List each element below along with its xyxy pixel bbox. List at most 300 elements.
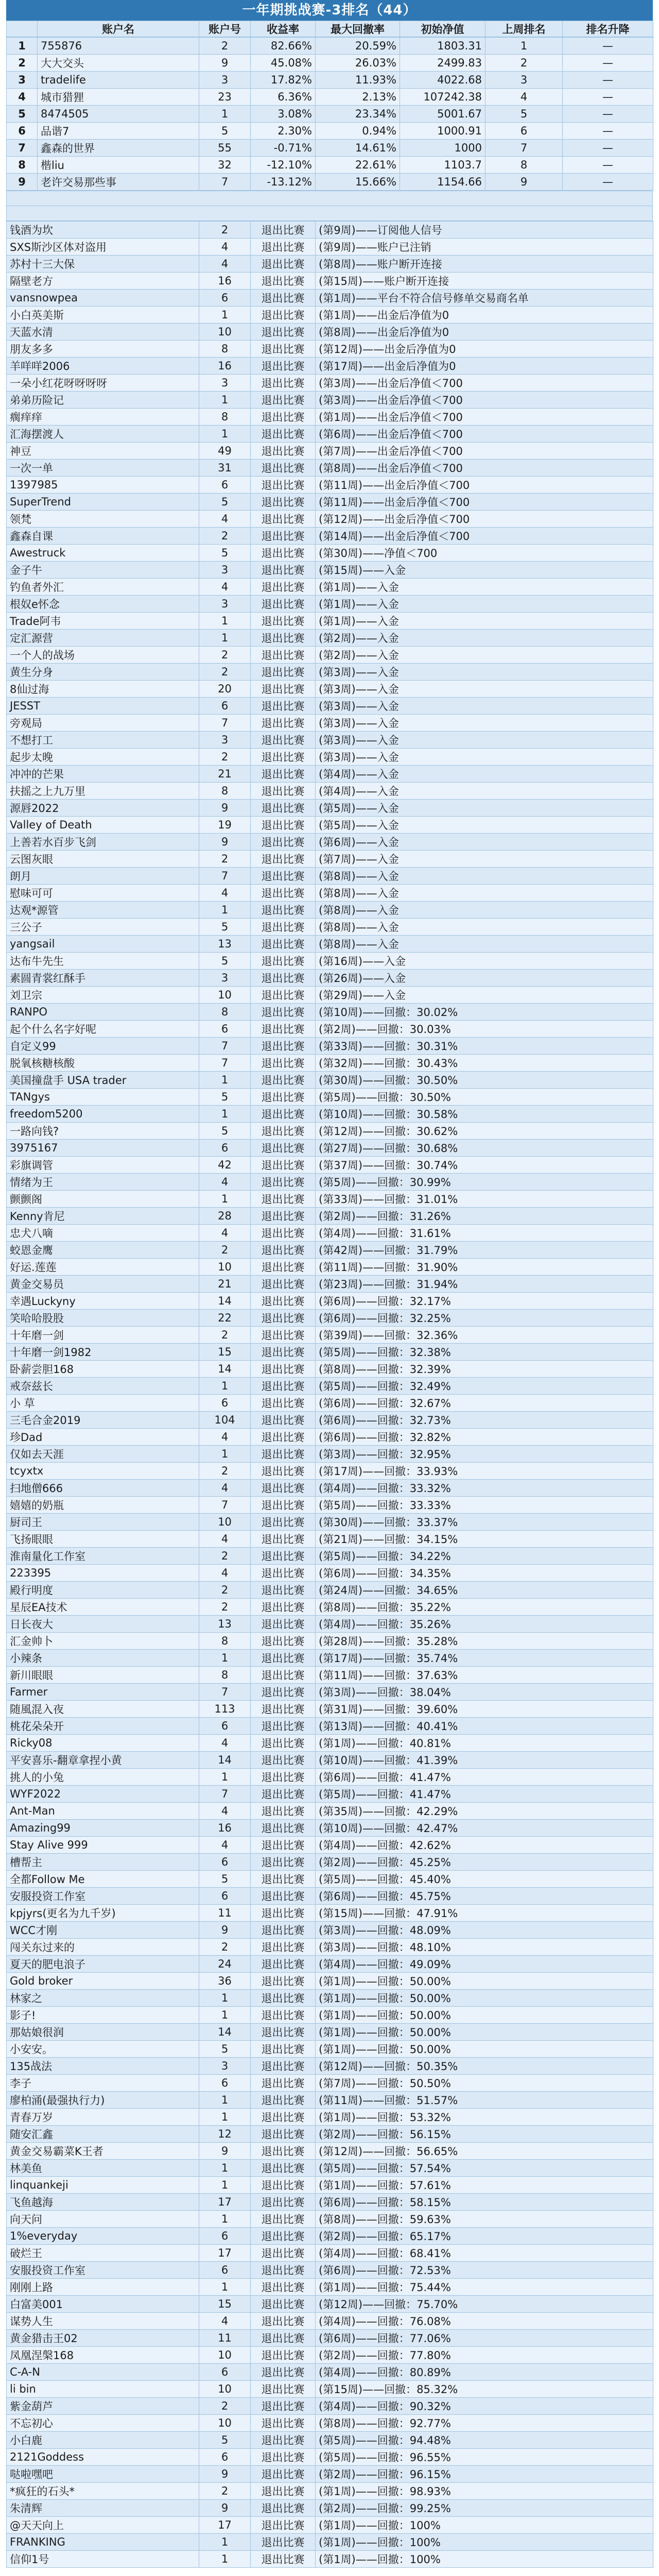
account-no-cell: 6: [199, 477, 251, 494]
table-row: [7, 2092, 653, 2109]
reason-cell: (第5周)——回撤：33.33%: [316, 1497, 653, 1514]
table-row: [7, 2228, 653, 2245]
reason-cell: (第1周)——回撤：50.00%: [316, 2024, 653, 2041]
reason-cell: (第4周)——回撤：42.62%: [316, 1837, 653, 1854]
account-no-cell: 1: [199, 1990, 251, 2007]
table-row: [7, 426, 653, 443]
table-row: [7, 2466, 653, 2483]
status-cell: 退出比赛: [251, 477, 316, 494]
table-row: [7, 375, 653, 392]
return-cell: 3.08%: [251, 106, 316, 123]
reason-cell: (第12周)——回撤：56.65%: [316, 2143, 653, 2160]
table-row: [7, 1157, 653, 1174]
account-no-cell: 1: [199, 2534, 251, 2551]
status-cell: 退出比赛: [251, 1956, 316, 1973]
reason-cell: (第1周)——回撤：53.32%: [316, 2109, 653, 2126]
account-no-cell: 4: [199, 1174, 251, 1191]
account-no-cell: 1: [199, 630, 251, 647]
reason-cell: (第5周)——入金: [316, 800, 653, 817]
status-cell: 退出比赛: [251, 987, 316, 1004]
reason-cell: (第3周)——入金: [316, 732, 653, 749]
table-row: [7, 2160, 653, 2177]
table-row: [7, 1701, 653, 1718]
table-row: [7, 1514, 653, 1531]
reason-cell: (第6周)——回撤：41.47%: [316, 1769, 653, 1786]
status-cell: 退出比赛: [251, 715, 316, 732]
account-name-cell: Ricky08: [7, 1735, 199, 1752]
status-cell: 退出比赛: [251, 1582, 316, 1599]
account-name-cell: 朗月: [7, 868, 199, 885]
account-no-cell: 14: [199, 1752, 251, 1769]
reason-cell: (第12周)——回撤：75.70%: [316, 2296, 653, 2313]
table-row: [7, 1344, 653, 1361]
account-name-cell: Ant-Man: [7, 1803, 199, 1820]
status-cell: 退出比赛: [251, 1004, 316, 1021]
account-no-cell: 1: [199, 1446, 251, 1463]
account-name-cell: SuperTrend: [7, 494, 199, 511]
account-no-cell: 6: [199, 2262, 251, 2279]
account-no-cell: 3: [199, 375, 251, 392]
account-name-cell: 卧薪尝胆168: [7, 1361, 199, 1378]
account-no-cell: 6: [199, 1021, 251, 1038]
account-no-cell: 1: [199, 392, 251, 409]
table-row: [7, 358, 653, 375]
reason-cell: (第1周)——回撤：100%: [316, 2551, 653, 2568]
status-cell: 退出比赛: [251, 834, 316, 851]
table-row: [7, 596, 653, 613]
status-cell: 退出比赛: [251, 1565, 316, 1582]
reason-cell: (第6周)——回撤：34.35%: [316, 1565, 653, 1582]
status-cell: 退出比赛: [251, 579, 316, 596]
status-cell: 退出比赛: [251, 2381, 316, 2398]
top-row: [7, 38, 653, 55]
account-name-cell: Awestruck: [7, 545, 199, 562]
account-name-cell: 朱清辉: [7, 2500, 199, 2517]
table-row: [7, 2330, 653, 2347]
status-cell: 退出比赛: [251, 1599, 316, 1616]
status-cell: 退出比赛: [251, 1378, 316, 1395]
reason-cell: (第1周)——回撤：75.44%: [316, 2279, 653, 2296]
account-no-cell: 8: [199, 1004, 251, 1021]
last-week-rank-cell: 9: [485, 174, 563, 191]
table-row: [7, 341, 653, 358]
account-name-cell: tradelife: [38, 72, 199, 89]
status-cell: 退出比赛: [251, 1463, 316, 1480]
reason-cell: (第11周)——回撤：51.57%: [316, 2092, 653, 2109]
header-account-no: 账户号: [199, 21, 251, 37]
account-no-cell: 13: [199, 936, 251, 953]
header-rank: [7, 21, 38, 37]
account-no-cell: 2: [199, 1463, 251, 1480]
table-row: [7, 902, 653, 919]
status-cell: 退出比赛: [251, 1327, 316, 1344]
account-no-cell: 3: [199, 2058, 251, 2075]
account-no-cell: 113: [199, 1701, 251, 1718]
table-row: [7, 1038, 653, 1055]
status-cell: 退出比赛: [251, 511, 316, 528]
account-no-cell: 7: [199, 1786, 251, 1803]
account-name-cell: 钱酒为坎: [7, 222, 199, 239]
status-cell: 退出比赛: [251, 1548, 316, 1565]
account-name-cell: 不想打工: [7, 732, 199, 749]
reason-cell: (第7周)——入金: [316, 851, 653, 868]
account-name-cell: 好运.莲莲: [7, 1259, 199, 1276]
table-row: [7, 2296, 653, 2313]
account-name-cell: 苏村十三大保: [7, 256, 199, 273]
reason-cell: (第6周)——回撤：32.25%: [316, 1310, 653, 1327]
reason-cell: (第33周)——回撤：31.01%: [316, 1191, 653, 1208]
status-cell: 退出比赛: [251, 545, 316, 562]
account-no-cell: 1: [199, 2007, 251, 2024]
account-no-cell: 104: [199, 1412, 251, 1429]
account-no-cell: 7: [199, 1055, 251, 1072]
max-drawdown-cell: 14.61%: [316, 140, 400, 157]
account-no-cell: 19: [199, 817, 251, 834]
reason-cell: (第15周)——账户断开连接: [316, 273, 653, 290]
status-cell: 退出比赛: [251, 256, 316, 273]
rank-change-cell: —: [563, 89, 653, 106]
reason-cell: (第3周)——出金后净值＜700: [316, 392, 653, 409]
status-cell: 退出比赛: [251, 749, 316, 766]
table-row: [7, 2517, 653, 2534]
reason-cell: (第2周)——回撤：45.25%: [316, 1854, 653, 1871]
status-cell: 退出比赛: [251, 2364, 316, 2381]
rank-change-cell: —: [563, 72, 653, 89]
max-drawdown-cell: 2.13%: [316, 89, 400, 106]
status-cell: 退出比赛: [251, 1293, 316, 1310]
reason-cell: (第1周)——入金: [316, 596, 653, 613]
status-cell: 退出比赛: [251, 1973, 316, 1990]
status-cell: 退出比赛: [251, 239, 316, 256]
account-name-cell: 脱氧核糖核酸: [7, 1055, 199, 1072]
account-no-cell: 4: [199, 239, 251, 256]
status-cell: 退出比赛: [251, 290, 316, 307]
account-name-cell: 刚刚上路: [7, 2279, 199, 2296]
account-name-cell: 上善若水百步飞剑: [7, 834, 199, 851]
account-name-cell: 羊咩咩2006: [7, 358, 199, 375]
rank-change-cell: —: [563, 140, 653, 157]
table-row: [7, 1225, 653, 1242]
status-cell: 退出比赛: [251, 1514, 316, 1531]
account-name-cell: 戒奈兹长: [7, 1378, 199, 1395]
table-row: [7, 2449, 653, 2466]
account-no-cell: 4: [199, 1531, 251, 1548]
status-cell: 退出比赛: [251, 1021, 316, 1038]
status-cell: 退出比赛: [251, 426, 316, 443]
status-cell: 退出比赛: [251, 1055, 316, 1072]
account-name-cell: 白富美001: [7, 2296, 199, 2313]
table-row: [7, 2534, 653, 2551]
table-row: [7, 987, 653, 1004]
account-name-cell: 神豆: [7, 443, 199, 460]
account-name-cell: 林美鱼: [7, 2160, 199, 2177]
account-name-cell: 忠犬八嘀: [7, 1225, 199, 1242]
account-no-cell: 10: [199, 1259, 251, 1276]
account-no-cell: 14: [199, 1293, 251, 1310]
account-no-cell: 1: [199, 1378, 251, 1395]
account-name-cell: 星辰EA技术: [7, 1599, 199, 1616]
reason-cell: (第8周)——入金: [316, 885, 653, 902]
account-no-cell: 16: [199, 358, 251, 375]
max-drawdown-cell: 15.66%: [316, 174, 400, 191]
rank-cell: 5: [7, 106, 38, 123]
account-name-cell: 8474505: [38, 106, 199, 123]
reason-cell: (第11周)——回撤：31.90%: [316, 1259, 653, 1276]
max-drawdown-cell: 26.03%: [316, 55, 400, 72]
table-row: [7, 1242, 653, 1259]
account-name-cell: 3975167: [7, 1140, 199, 1157]
account-name-cell: 一路向钱?: [7, 1123, 199, 1140]
account-no-cell: 10: [199, 2415, 251, 2432]
table-row: [7, 494, 653, 511]
table-row: [7, 2347, 653, 2364]
reason-cell: (第17周)——回撤：33.93%: [316, 1463, 653, 1480]
rank-cell: 4: [7, 89, 38, 106]
rank-cell: 7: [7, 140, 38, 157]
table-row: [7, 1480, 653, 1497]
table-row: [7, 1616, 653, 1633]
status-cell: 退出比赛: [251, 2109, 316, 2126]
table-row: [7, 2279, 653, 2296]
reason-cell: (第2周)——回撤：56.15%: [316, 2126, 653, 2143]
table-row: [7, 1565, 653, 1582]
reason-cell: (第6周)——入金: [316, 834, 653, 851]
account-name-cell: Valley of Death: [7, 817, 199, 834]
table-row: [7, 1259, 653, 1276]
account-name-cell: 三公子: [7, 919, 199, 936]
reason-cell: (第5周)——回撤：45.40%: [316, 1871, 653, 1888]
status-cell: 退出比赛: [251, 970, 316, 987]
status-cell: 退出比赛: [251, 1089, 316, 1106]
status-cell: 退出比赛: [251, 307, 316, 324]
account-no-cell: 5: [199, 2041, 251, 2058]
status-cell: 退出比赛: [251, 1361, 316, 1378]
reason-cell: (第4周)——入金: [316, 783, 653, 800]
reason-cell: (第10周)——回撤：41.39%: [316, 1752, 653, 1769]
table-row: [7, 2109, 653, 2126]
status-cell: 退出比赛: [251, 664, 316, 681]
account-name-cell: 起个什么名字好呢: [7, 1021, 199, 1038]
table-row: [7, 834, 653, 851]
account-name-cell: 殿行明度: [7, 1582, 199, 1599]
account-no-cell: 5: [199, 494, 251, 511]
status-cell: 退出比赛: [251, 341, 316, 358]
rank-change-cell: —: [563, 106, 653, 123]
status-cell: 退出比赛: [251, 2007, 316, 2024]
account-name-cell: 笑哈哈股股: [7, 1310, 199, 1327]
account-no-cell: 6: [199, 2228, 251, 2245]
account-name-cell: 云图灰眼: [7, 851, 199, 868]
account-no-cell: 5: [199, 1089, 251, 1106]
reason-cell: (第21周)——回撤：34.15%: [316, 1531, 653, 1548]
table-row: [7, 1769, 653, 1786]
account-name-cell: 谋势人生: [7, 2313, 199, 2330]
account-no-cell: 1: [199, 1650, 251, 1667]
reason-cell: (第4周)——回撤：31.61%: [316, 1225, 653, 1242]
reason-cell: (第30周)——净值＜700: [316, 545, 653, 562]
reason-cell: (第16周)——入金: [316, 953, 653, 970]
status-cell: 退出比赛: [251, 1905, 316, 1922]
account-no-cell: 1: [199, 1106, 251, 1123]
rank-cell: 9: [7, 174, 38, 191]
table-row: [7, 1922, 653, 1939]
account-no-cell: 7: [199, 715, 251, 732]
status-cell: 退出比赛: [251, 783, 316, 800]
status-cell: 退出比赛: [251, 2517, 316, 2534]
table-row: [7, 1871, 653, 1888]
status-cell: 退出比赛: [251, 766, 316, 783]
account-no-cell: 6: [199, 2449, 251, 2466]
account-name-cell: 厨司王: [7, 1514, 199, 1531]
status-cell: 退出比赛: [251, 1616, 316, 1633]
account-name-cell: 城市猎狸: [38, 89, 199, 106]
last-week-rank-cell: 1: [485, 38, 563, 55]
account-name-cell: WYF2022: [7, 1786, 199, 1803]
reason-cell: (第2周)——回撤：65.17%: [316, 2228, 653, 2245]
account-no-cell: 55: [199, 140, 251, 157]
reason-cell: (第1周)——回撤：50.00%: [316, 1973, 653, 1990]
account-no-cell: 4: [199, 1565, 251, 1582]
account-name-cell: 755876: [38, 38, 199, 55]
table-row: [7, 2245, 653, 2262]
status-cell: 退出比赛: [251, 2398, 316, 2415]
account-no-cell: 1: [199, 613, 251, 630]
account-name-cell: 全都Follow Me: [7, 1871, 199, 1888]
reason-cell: (第5周)——回撤：94.48%: [316, 2432, 653, 2449]
status-cell: 退出比赛: [251, 596, 316, 613]
account-name-cell: *疯狂的石头*: [7, 2483, 199, 2500]
account-no-cell: 2: [199, 664, 251, 681]
eliminated-table: [6, 221, 653, 2568]
table-row: [7, 256, 653, 273]
reason-cell: (第15周)——入金: [316, 562, 653, 579]
table-row: [7, 1973, 653, 1990]
status-cell: 退出比赛: [251, 1854, 316, 1871]
table-row: [7, 2483, 653, 2500]
account-no-cell: 9: [199, 2143, 251, 2160]
table-row: [7, 664, 653, 681]
account-name-cell: 黄金猎击王02: [7, 2330, 199, 2347]
table-row: [7, 1293, 653, 1310]
last-week-rank-cell: 4: [485, 89, 563, 106]
account-no-cell: 5: [199, 919, 251, 936]
reason-cell: (第8周)——入金: [316, 919, 653, 936]
table-row: [7, 1276, 653, 1293]
account-no-cell: 1: [199, 1191, 251, 1208]
rank-cell: 1: [7, 38, 38, 55]
account-no-cell: 10: [199, 1514, 251, 1531]
account-name-cell: 安服投资工作室: [7, 2262, 199, 2279]
account-no-cell: 2: [199, 647, 251, 664]
account-no-cell: 13: [199, 1616, 251, 1633]
reason-cell: (第8周)——入金: [316, 902, 653, 919]
return-cell: 45.08%: [251, 55, 316, 72]
status-cell: 退出比赛: [251, 358, 316, 375]
reason-cell: (第8周)——账户断开连接: [316, 256, 653, 273]
account-name-cell: tcyxtx: [7, 1463, 199, 1480]
account-name-cell: 定汇源营: [7, 630, 199, 647]
account-name-cell: 鑫森自课: [7, 528, 199, 545]
account-name-cell: 槽帮主: [7, 1854, 199, 1871]
account-no-cell: 3: [199, 732, 251, 749]
account-name-cell: 嬉嬉的奶瓶: [7, 1497, 199, 1514]
account-name-cell: 美国撞盘手 USA trader: [7, 1072, 199, 1089]
table-row: [7, 1208, 653, 1225]
account-no-cell: 1: [199, 1769, 251, 1786]
rank-change-cell: —: [563, 55, 653, 72]
account-name-cell: 冲冲的芒果: [7, 766, 199, 783]
reason-cell: (第3周)——入金: [316, 715, 653, 732]
account-no-cell: 8: [199, 1633, 251, 1650]
status-cell: 退出比赛: [251, 1718, 316, 1735]
account-name-cell: 飞鱼越海: [7, 2194, 199, 2211]
status-cell: 退出比赛: [251, 2483, 316, 2500]
table-row: [7, 783, 653, 800]
reason-cell: (第33周)——回撤：30.31%: [316, 1038, 653, 1055]
status-cell: 退出比赛: [251, 1412, 316, 1429]
account-name-cell: 大大交头: [38, 55, 199, 72]
reason-cell: (第6周)——回撤：58.15%: [316, 2194, 653, 2211]
account-name-cell: 夏天的肥电浪子: [7, 1956, 199, 1973]
account-no-cell: 42: [199, 1157, 251, 1174]
account-name-cell: 蛟恩金鹰: [7, 1242, 199, 1259]
account-no-cell: 21: [199, 766, 251, 783]
status-cell: 退出比赛: [251, 2177, 316, 2194]
account-name-cell: 鑫森的世界: [38, 140, 199, 157]
account-name-cell: 扶摇之上九万里: [7, 783, 199, 800]
header-rank-change: 排名升降: [563, 21, 653, 37]
account-no-cell: 23: [199, 89, 251, 106]
status-cell: 退出比赛: [251, 647, 316, 664]
account-name-cell: 源唇2022: [7, 800, 199, 817]
top-ranking-table: [6, 37, 653, 191]
reason-cell: (第3周)——入金: [316, 698, 653, 715]
reason-cell: (第12周)——出金后净值＜700: [316, 511, 653, 528]
account-no-cell: 2: [199, 222, 251, 239]
page-title: 一年期挑战赛-3排名（44）: [6, 0, 653, 21]
status-cell: 退出比赛: [251, 1208, 316, 1225]
account-no-cell: 5: [199, 123, 251, 140]
table-row: [7, 732, 653, 749]
account-name-cell: 一朵小红花呀呀呀呀: [7, 375, 199, 392]
account-no-cell: 1: [199, 2092, 251, 2109]
return-cell: 2.30%: [251, 123, 316, 140]
status-cell: 退出比赛: [251, 1837, 316, 1854]
status-cell: 退出比赛: [251, 1497, 316, 1514]
reason-cell: (第17周)——出金后净值为0: [316, 358, 653, 375]
status-cell: 退出比赛: [251, 953, 316, 970]
status-cell: 退出比赛: [251, 443, 316, 460]
account-no-cell: 49: [199, 443, 251, 460]
max-drawdown-cell: 0.94%: [316, 123, 400, 140]
top-row: [7, 89, 653, 106]
account-name-cell: 日长夜大: [7, 1616, 199, 1633]
table-row: [7, 868, 653, 885]
account-name-cell: 廖柏涌(最强执行力): [7, 2092, 199, 2109]
reason-cell: (第5周)——回撤：34.22%: [316, 1548, 653, 1565]
account-name-cell: 小辣条: [7, 1650, 199, 1667]
account-no-cell: 6: [199, 2075, 251, 2092]
return-cell: 82.66%: [251, 38, 316, 55]
account-name-cell: 刘卫宗: [7, 987, 199, 1004]
account-name-cell: SXS斯沙区体对盗用: [7, 239, 199, 256]
status-cell: 退出比赛: [251, 2551, 316, 2568]
account-name-cell: 汇海摆渡人: [7, 426, 199, 443]
account-name-cell: 信仰1号: [7, 2551, 199, 2568]
reason-cell: (第1周)——出金后净值＜700: [316, 409, 653, 426]
reason-cell: (第6周)——回撤：32.67%: [316, 1395, 653, 1412]
table-row: [7, 698, 653, 715]
